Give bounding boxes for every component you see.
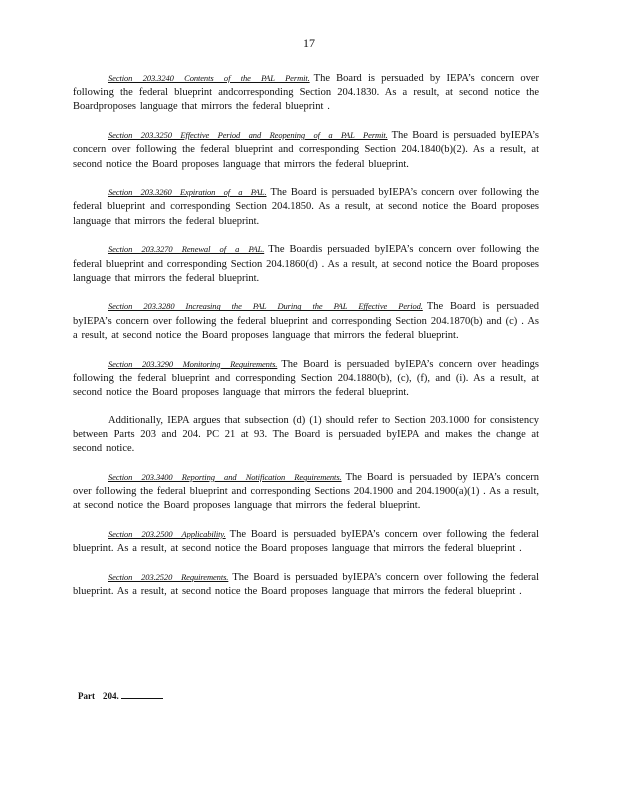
section-heading: Section 203.3400 Reporting and Notification Requirements. xyxy=(108,471,342,482)
paragraph-text: The Board is persuaded byIEPA’s concern over following the federal blueprint and corresponding Section 204.1870(b) and (c) . As a result, at second notice the Board proposes language that mirrors the federal blueprint. xyxy=(73,301,540,341)
section-paragraph xyxy=(73,128,539,172)
paragraph-text: The Board is persuaded byIEPA’s concern over following the federal blueprint. As a result, at second notice the Board proposes language that mirrors the federal blueprint . xyxy=(73,571,539,597)
section-paragraph xyxy=(73,299,539,343)
paragraph-text: Additionally, IEPA argues that subsection (d) (1) should refer to Section 203.1000 for consistency between Parts 203 and 204. PC 21 at 93. The Board is persuaded byIEPA and makes the change at second notice. xyxy=(73,414,539,455)
paragraph-text: The Board is persuaded byIEPA’s concern over following the federal blueprint and corresponding Section 204.1840(b)(2). As a result, at second notice the Board proposes language that mirrors the federal blueprint. xyxy=(73,130,539,170)
paragraph-text: The Board is persuaded byIEPA’s concern over following the federal blueprint. As a result, at second notice the Board proposes language that mirrors the federal blueprint . xyxy=(73,528,539,555)
paragraph-text: The Board is persuaded by IEPA’s concern over following the federal blueprint andcorresponding Section 204.1830. As a result, at second notice the Boardproposes language that mirrors the federal blueprint . xyxy=(73,73,539,113)
section-heading: Section 203.3260 Expiration of a PAL. xyxy=(108,187,267,198)
part-footer xyxy=(78,688,163,701)
section-paragraph xyxy=(73,470,539,514)
section-paragraph xyxy=(73,242,539,286)
section-heading: Section 203.3250 Effective Period and Reopening of a PAL Permit. xyxy=(108,130,388,141)
section-heading: Section 203.3290 Monitoring Requirements. xyxy=(108,358,278,369)
part-underline xyxy=(121,688,163,699)
section-paragraph xyxy=(73,71,539,115)
body-paragraph xyxy=(73,414,539,457)
paragraph-text: The Board is persuaded by IEPA’s concern over following the federal blueprint and corresponding Sections 204.1900 and 204.1900(a)(1) . As a result, at second notice the Board proposes language that mirrors the federal blueprint. xyxy=(73,471,539,512)
section-heading: Section 203.3280 Increasing the PAL During the PAL Effective Period. xyxy=(108,301,423,312)
section-heading: Section 203.2520 Requirements. xyxy=(108,571,229,582)
paragraph-text: The Boardis persuaded byIEPA’s concern over following the federal blueprint and corresponding Section 204.1860(d) . As a result, at second notice the Board proposes language that mirrors the federal blueprint. xyxy=(73,244,539,284)
section-paragraph xyxy=(73,185,539,229)
page-number: 17 xyxy=(303,36,315,50)
section-paragraph xyxy=(73,357,539,401)
section-heading: Section 203.3240 Contents of the PAL Permit. xyxy=(108,73,310,83)
part-label: Part xyxy=(78,691,95,701)
part-number: 204. xyxy=(103,691,119,701)
paragraph-text: The Board is persuaded byIEPA’s concern over headings following the federal blueprint and corresponding Section 204.1880(b), (c), (f), and (i). As a result, at second notice the Board proposes language that mirrors the federal blueprint. xyxy=(73,358,539,398)
section-heading: Section 203.2500 Applicability. xyxy=(108,528,226,539)
document-body xyxy=(73,71,539,613)
section-paragraph xyxy=(73,570,539,599)
paragraph-text: The Board is persuaded byIEPA’s concern over following the federal blueprint and corresponding Section 204.1850. As a result, at second notice the Board proposes language that mirrors the federal blueprint. xyxy=(73,187,540,227)
section-heading: Section 203.3270 Renewal of a PAL. xyxy=(108,244,265,255)
section-paragraph xyxy=(73,527,539,556)
